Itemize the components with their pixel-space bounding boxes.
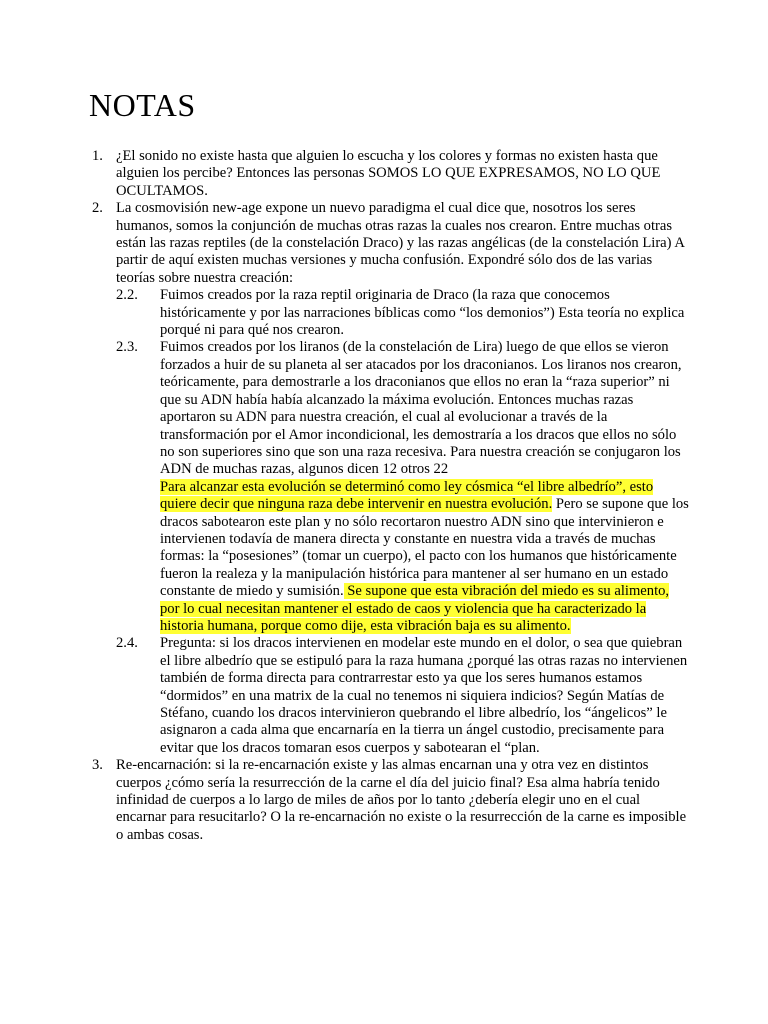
note-subitem-2-3 bbox=[0, 339, 690, 635]
note-number: 1. bbox=[92, 148, 103, 164]
note-subitem-2-4 bbox=[0, 635, 690, 757]
highlighted-text: Se supone que esta vibración del miedo es su alimento, por lo cual necesitan mantener el estado de caos y violencia que ha caracterizado la historia humana, porque como dije, esta vibración baja es su alimento. bbox=[160, 583, 670, 634]
note-number: 3. bbox=[92, 757, 103, 774]
note-subitem-2-2 bbox=[0, 287, 690, 339]
note-number: 2. bbox=[92, 200, 103, 217]
subitem-text-continued: Pero se supone que los dracos sabotearon este plan y no sólo recortaron nuestro ADN sino que intervinieron e intervienen todavía de manera directa y constante en nuestra vida a través de muchas formas: la “posesiones” (tomar un cuerpo), el pacto con los humanos que históricamente fueron la realeza y la manipulación histórica para mantener al ser humano en un estado constante de miedo y sumisión. bbox=[160, 496, 689, 600]
note-text: La cosmovisión new-age expone un nuevo paradigma el cual dice que, nosotros los seres humanos, somos la conjunción de muchas otras razas la cuales nos crearon. Entre muchas otras están las razas reptiles (de la constelación Draco) y las razas angélicas (de la constelación Lira) A partir de aquí existen muchas versiones y mucha confusión. Expondré sólo dos de las varias teorías sobre nuestra creación: bbox=[116, 200, 685, 286]
highlighted-text: Para alcanzar esta evolución se determinó como ley cósmica “el libre albedrío”, esto quiere decir que ninguna raza debe intervenir en nuestra evolución. bbox=[160, 478, 654, 513]
notes-list bbox=[0, 148, 768, 844]
note-text: Re-encarnación: si la re-encarnación existe y las almas encarnan una y otra vez en distintos cuerpos ¿cómo sería la resurrección de la carne el día del juicio final? Esa alma habría tenido infinidad de cuerpos a lo largo de miles de años por lo tanto ¿debería elegir uno en el cual encarnar para resucitarlo? O la re-encarnación no existe o la resurrección de la carne es imposible o ambas cosas. bbox=[116, 757, 687, 843]
page-title: NOTAS bbox=[89, 87, 196, 123]
subitem-number: 2.3. bbox=[116, 339, 138, 356]
note-item-1 bbox=[0, 148, 690, 200]
subitem-text: Fuimos creados por la raza reptil originaria de Draco (la raza que conocemos históricamente y por las narraciones bíblicas como “los demonios”) Esta teoría no explica porqué ni para qué nos crearon. bbox=[160, 287, 685, 339]
subitem-text: Fuimos creados por los liranos (de la constelación de Lira) luego de que ellos se vieron forzados a huir de su planeta al ser atacados por los draconianos. Los liranos nos crearon, teóricamente, para demostrarle a los draconianos que ellos no eran la “raza superior” ni que su ADN había había alcanzado la máxima evolución. Entonces muchas razas aportaron su ADN para nuestra creación, el cual al evolucionar a través de la transformación por el Amor incondicional, les demostraría a los dracos que ellos no sólo no son superiores sino que son una raza recesiva. Para nuestra creación se conjugaron los ADN de muchas razas, algunos dicen 12 otros 22 bbox=[160, 339, 682, 478]
subitem-number: 2.4. bbox=[116, 635, 138, 652]
note-item-2 bbox=[0, 200, 690, 287]
note-item-3 bbox=[0, 757, 690, 844]
subitem-text: Pregunta: si los dracos intervienen en modelar este mundo en el dolor, o sea que quiebran el libre albedrío que se estipuló para la raza humana ¿porqué las otras razas no intervienen también de forma directa para contrarrestar esto ya que los seres humanos estamos “dormidos” en una matrix de la cual no tenemos ni siquiera indicios? Según Matías de Stéfano, cuando los dracos intervinieron quebrando el libre albedrío, los “ángelicos” le asignaron a cada alma que encarnaría en la tierra un ángel custodio, precisamente para evitar que los dracos tomaran esos cuerpos y sabotearan el “plan. bbox=[160, 635, 688, 756]
subitem-number: 2.2. bbox=[116, 287, 138, 304]
note-text: ¿El sonido no existe hasta que alguien lo escucha y los colores y formas no existen hasta que alguien los percibe? Entonces las personas SOMOS LO QUE EXPRESAMOS, NO LO QUE OCULTAMOS. bbox=[116, 148, 661, 199]
